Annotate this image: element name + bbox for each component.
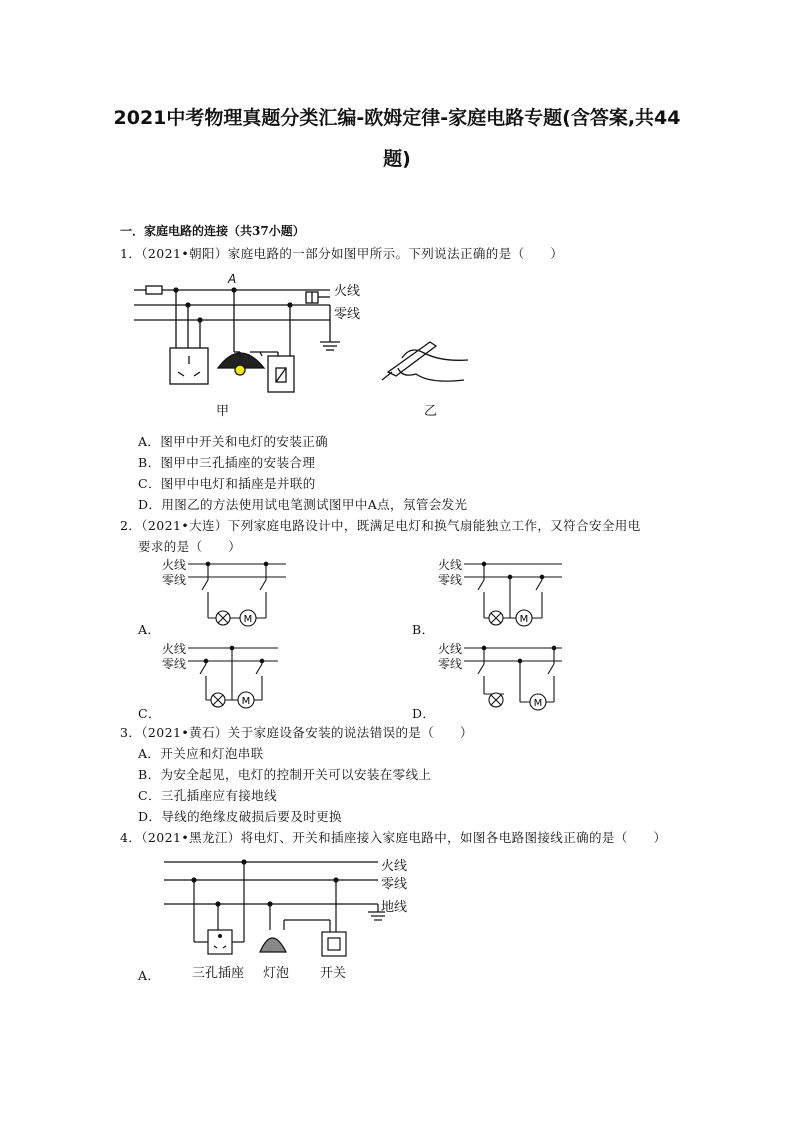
q4-socket-icon	[208, 930, 232, 954]
q4-zero-label: 零线	[381, 877, 408, 892]
q4-option-a: A．	[138, 968, 161, 983]
q2-option-b: B．	[412, 622, 435, 637]
q1-zero-label: 零线	[334, 307, 361, 322]
q2d-circuit	[464, 642, 564, 714]
page-title-line1: 2021中考物理真题分类汇编-欧姆定律-家庭电路专题(含答案,共44	[113, 107, 681, 129]
q2c-circuit	[188, 642, 288, 714]
fuse-icon	[146, 286, 162, 294]
section-heading: 一．家庭电路的连接（共37小题）	[120, 224, 305, 238]
page-title-line2: 题)	[383, 148, 411, 170]
q1-fire-label: 火线	[334, 284, 361, 299]
q2c-zero-label: 零线	[162, 657, 187, 671]
q3-option-c: C．三孔插座应有接地线	[138, 788, 277, 803]
q4-circuit-figure	[160, 852, 385, 962]
q2b-circuit	[464, 558, 564, 630]
q4-switch-label: 开关	[320, 966, 347, 981]
test-pen-icon	[388, 342, 436, 376]
three-hole-socket-icon	[170, 348, 208, 384]
question-3-stem: 3．（2021•黄石）关于家庭设备安装的说法错误的是（ ）	[120, 725, 473, 740]
question-4-stem: 4．（2021•黑龙江）将电灯、开关和插座接入家庭电路中，如图各电路图接线正确的是（ ）	[120, 830, 667, 845]
q4-ground-label: 地线	[381, 900, 408, 915]
q2b-zero-label: 零线	[438, 573, 463, 587]
q2d-motor-label: M	[533, 698, 543, 709]
q1-option-c: C．图甲中电灯和插座是并联的	[138, 476, 316, 491]
q1-option-a: A．图甲中开关和电灯的安装正确	[138, 434, 329, 449]
q1-option-b: B．图甲中三孔插座的安装合理	[138, 455, 316, 470]
q4-switch-icon	[322, 932, 346, 956]
q2c-fire-label: 火线	[162, 642, 187, 656]
q4-bulb-icon	[260, 938, 286, 952]
q4-fire-label: 火线	[381, 859, 408, 874]
q2a-motor-label: M	[243, 614, 253, 625]
q2a-circuit	[188, 558, 288, 630]
q4-bulb-label: 灯泡	[263, 966, 290, 981]
q2a-zero-label: 零线	[162, 573, 187, 587]
q2-option-d: D．	[412, 706, 436, 721]
q2b-fire-label: 火线	[438, 558, 463, 572]
question-1-stem: 1．（2021•朝阳）家庭电路的一部分如图甲所示。下列说法正确的是（ ）	[120, 246, 564, 261]
fig-jia-label: 甲	[216, 404, 230, 419]
q4-socket-label: 三孔插座	[192, 966, 245, 981]
q2-option-a: A．	[138, 622, 161, 637]
question-2-stem-line2: 要求的是（ ）	[138, 539, 242, 554]
q1-option-d: D．用图乙的方法使用试电笔测试图甲中A点，氖管会发光	[138, 497, 468, 512]
q2a-fire-label: 火线	[162, 558, 187, 572]
fig-yi-label: 乙	[424, 404, 438, 419]
question-2-stem-line1: 2．（2021•大连）下列家庭电路设计中，既满足电灯和换气扇能独立工作，又符合安全用电	[120, 518, 641, 533]
q2b-motor-label: M	[519, 614, 529, 625]
q3-option-d: D．导线的绝缘皮破损后要及时更换	[138, 809, 342, 824]
q3-option-a: A．开关应和灯泡串联	[138, 746, 264, 761]
point-a-label: A	[228, 272, 237, 286]
q2d-fire-label: 火线	[438, 642, 463, 656]
q2-option-c: C．	[138, 706, 161, 721]
q2c-motor-label: M	[241, 696, 251, 707]
bulb-icon	[235, 365, 245, 375]
q2d-zero-label: 零线	[438, 657, 463, 671]
q3-option-b: B．为安全起见，电灯的控制开关可以安装在零线上	[138, 767, 432, 782]
